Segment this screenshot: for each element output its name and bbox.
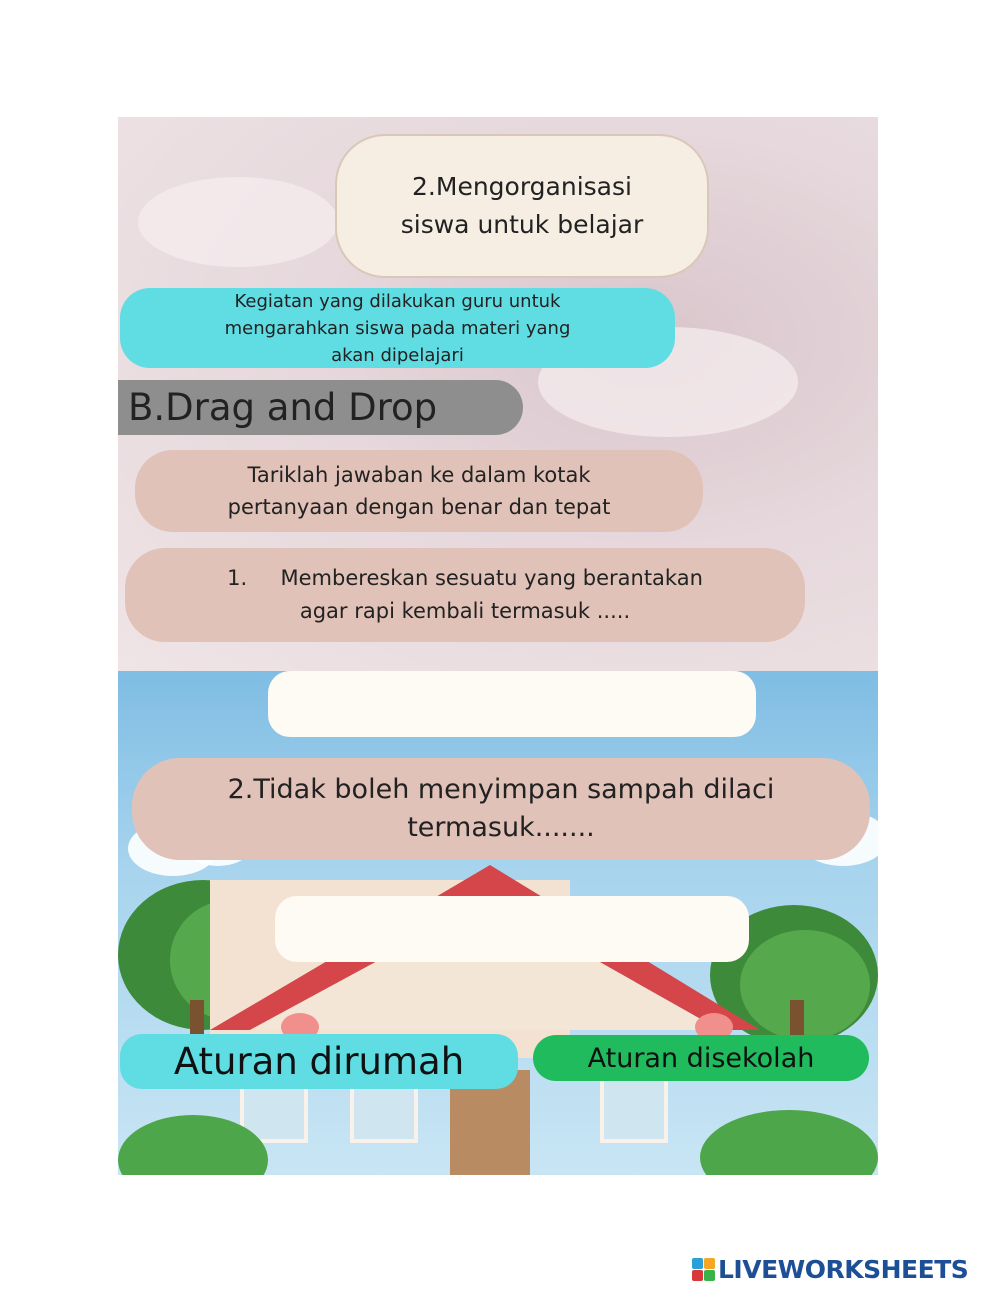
liveworksheets-wordmark: LIVEWORKSHEETS (718, 1255, 969, 1284)
instruction-line: Tariklah jawaban ke dalam kotak (247, 463, 591, 487)
section-heading: B.Drag and Drop (118, 380, 523, 435)
question-2-line: 2.Tidak boleh menyimpan sampah dilaci (227, 774, 775, 805)
scene-bottom-mask (118, 1175, 878, 1205)
definition-line: mengarahkan siswa pada materi yang (224, 317, 571, 339)
logo-square (692, 1270, 703, 1281)
definition-line: Kegiatan yang dilakukan guru untuk (234, 290, 561, 312)
draggable-answer-home-rules[interactable]: Aturan dirumah (120, 1034, 518, 1089)
logo-square (704, 1270, 715, 1281)
question-1-line: agar rapi kembali termasuk ..... (299, 599, 631, 623)
instruction-bubble (135, 450, 703, 532)
question-1-line: 1. Membereskan sesuatu yang berantakan (227, 566, 703, 590)
title-line: siswa untuk belajar (400, 210, 644, 239)
instruction-line: pertanyaan dengan benar dan tepat (227, 495, 611, 519)
definition-bubble (120, 288, 675, 368)
tree-trunk (790, 1000, 804, 1040)
question-2-line: termasuk....... (407, 812, 595, 843)
logo-square (692, 1258, 703, 1269)
definition-line: akan dipelajari (331, 344, 464, 366)
question-2-bubble (132, 758, 870, 860)
liveworksheets-logo[interactable] (692, 1255, 968, 1284)
logo-square (704, 1258, 715, 1269)
liveworksheets-logo-icon (692, 1258, 715, 1281)
answer-drop-zone-2[interactable] (275, 896, 749, 962)
draggable-answer-school-rules[interactable]: Aturan disekolah (533, 1035, 869, 1081)
answer-drop-zone-1[interactable] (268, 671, 756, 737)
pale-cloud-shape (138, 177, 338, 267)
question-1-bubble (125, 548, 805, 642)
title-bubble (335, 134, 709, 278)
house-window (600, 1075, 668, 1143)
title-line: 2.Mengorganisasi (412, 172, 632, 201)
